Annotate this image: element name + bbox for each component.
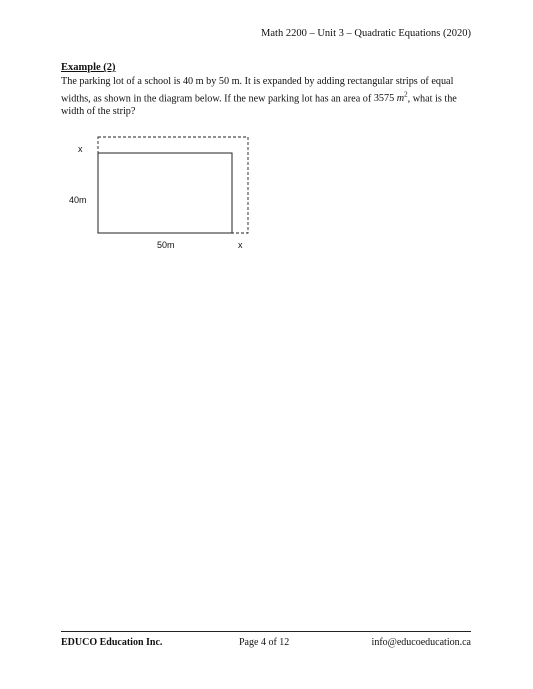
page-header: Math 2200 – Unit 3 – Quadratic Equations (2020) <box>261 28 471 39</box>
label-50m: 50m <box>157 240 175 250</box>
problem-text-before: The parking lot of a school is 40 m by 50 m. It is expanded by adding rectangular strips of equal widths, as shown in the diagram below. If the new parking lot has an area of <box>61 76 454 104</box>
parking-lot-svg <box>60 130 260 255</box>
problem-statement <box>61 75 479 119</box>
footer-email: info@educoeducation.ca <box>371 637 471 648</box>
parking-lot-diagram <box>60 130 260 255</box>
area-value: 3575 <box>373 92 395 104</box>
example-title: Example (2) <box>61 62 116 73</box>
label-x-left: x <box>78 144 83 154</box>
area-expression <box>373 90 408 104</box>
label-40m: 40m <box>69 195 87 205</box>
label-x-bottom: x <box>238 240 243 250</box>
area-unit: m <box>396 92 405 104</box>
footer-divider <box>61 631 471 632</box>
footer-company: EDUCO Education Inc. <box>61 637 163 648</box>
original-lot-rect <box>98 153 232 233</box>
area-exponent: 2 <box>404 90 408 99</box>
footer-page-number: Page 4 of 12 <box>239 637 290 648</box>
problem-text-after: , what is the width of the strip? <box>61 92 457 118</box>
